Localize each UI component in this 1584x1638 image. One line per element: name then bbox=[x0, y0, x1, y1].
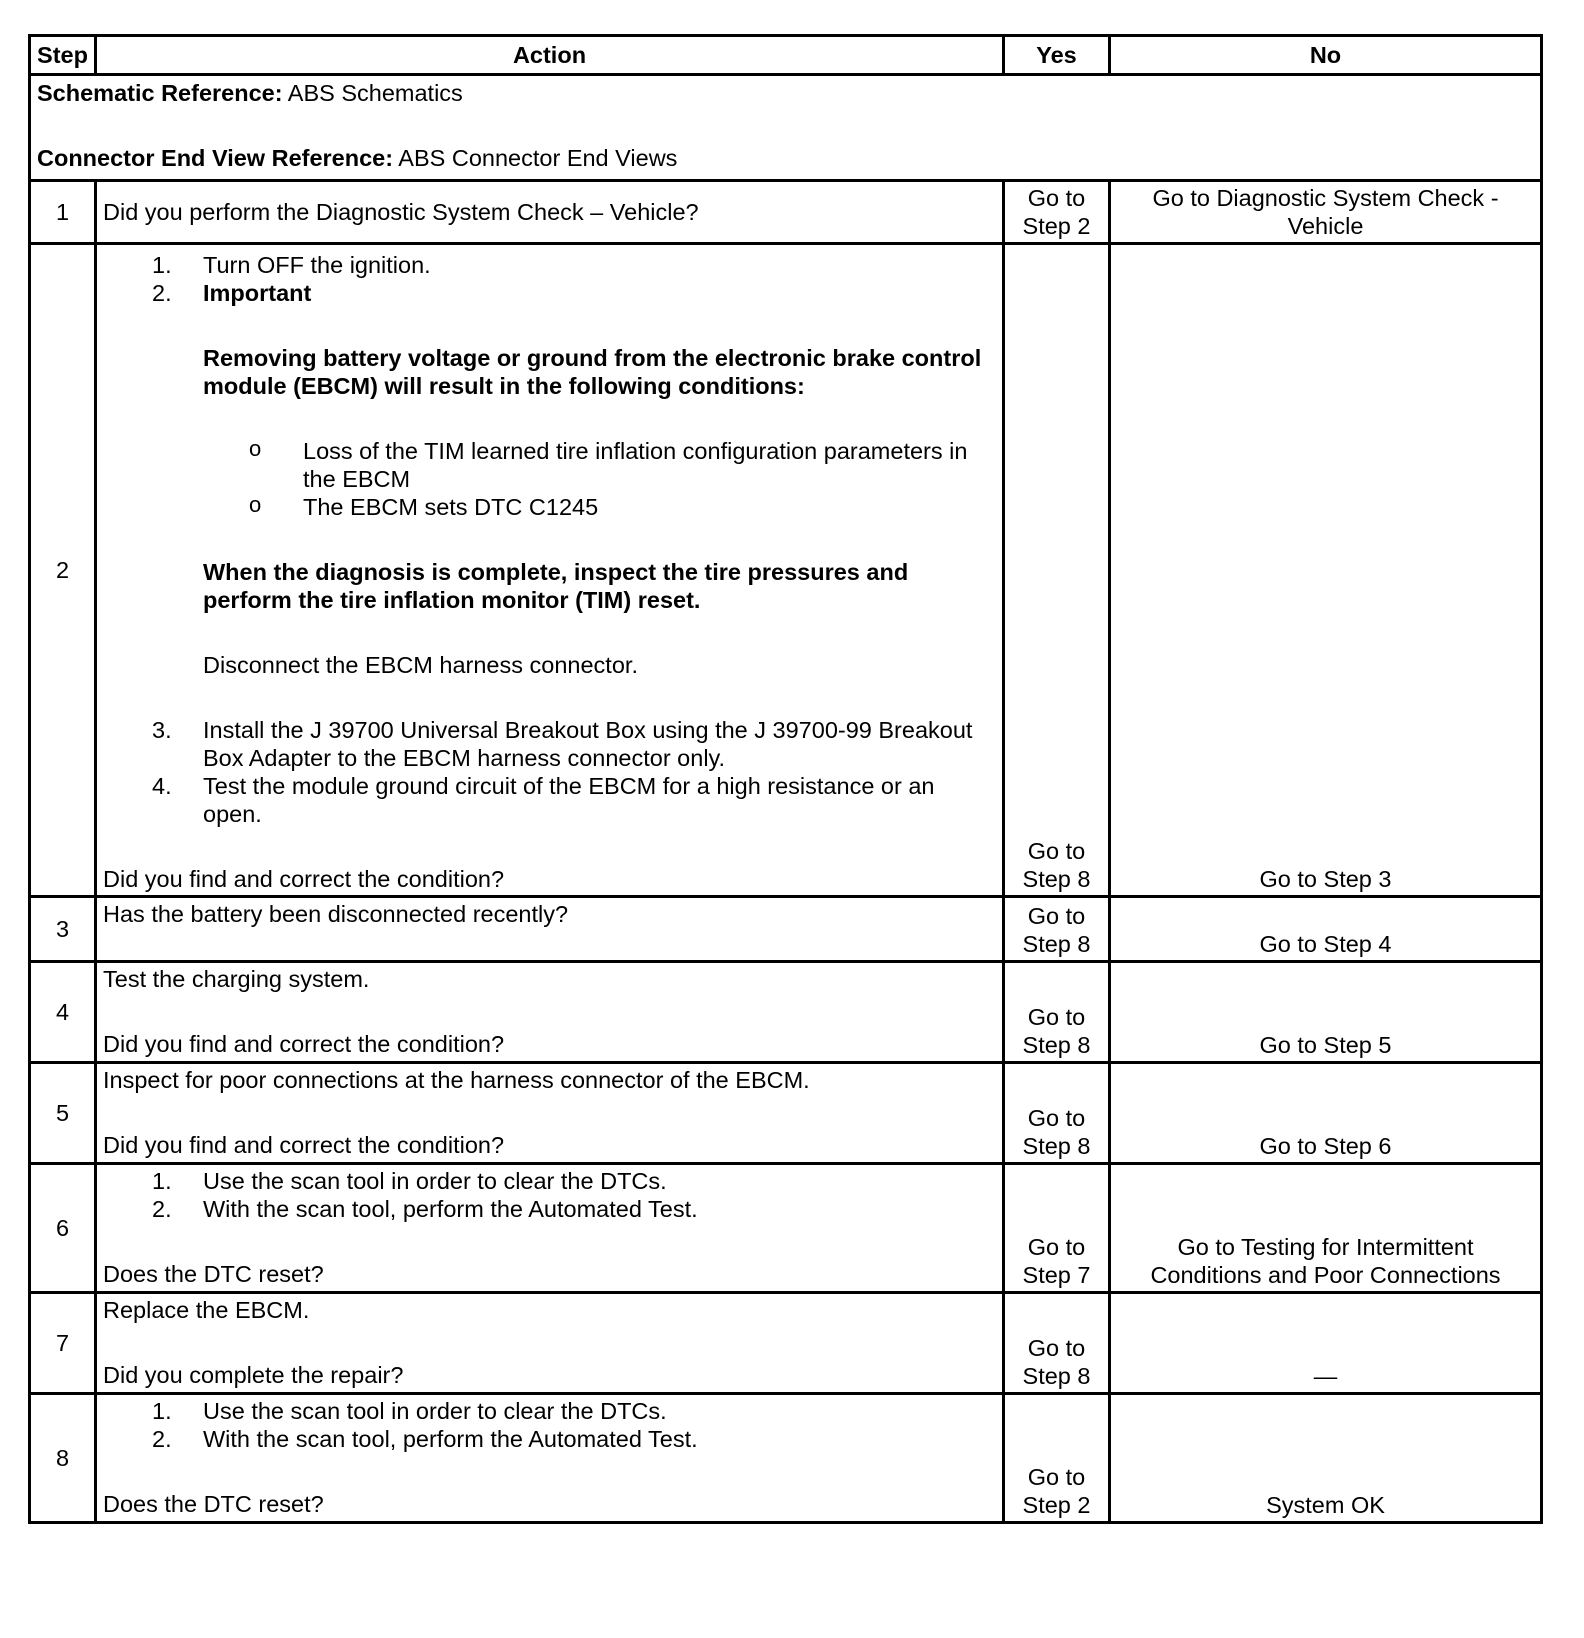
item-number: 2. bbox=[152, 1196, 172, 1222]
action-question: Did you find and correct the condition? bbox=[103, 1132, 505, 1158]
yes-link[interactable] bbox=[1023, 1105, 1091, 1159]
schematic-reference-link[interactable]: ABS Schematics bbox=[282, 80, 463, 106]
list-item bbox=[103, 716, 996, 772]
no-cell bbox=[1110, 244, 1542, 897]
no-link[interactable] bbox=[1266, 1492, 1385, 1518]
yes-cell bbox=[1004, 1164, 1110, 1293]
no-link[interactable] bbox=[1260, 1133, 1392, 1159]
table-row bbox=[30, 181, 1542, 244]
spacer bbox=[103, 1094, 996, 1131]
table-row bbox=[30, 244, 1542, 897]
action-cell bbox=[96, 1063, 1004, 1164]
schematic-reference bbox=[37, 79, 1534, 107]
yes-cell bbox=[1004, 897, 1110, 962]
header-step: Step bbox=[30, 36, 96, 75]
important-note: When the diagnosis is complete, inspect the tire pressures and perform the tire inflation monitor (TIM) reset. bbox=[203, 559, 909, 613]
header-no: No bbox=[1110, 36, 1542, 75]
list-item bbox=[103, 1195, 996, 1223]
yes-cell bbox=[1004, 962, 1110, 1063]
item-text: With the scan tool, perform the Automated Test. bbox=[203, 1196, 698, 1222]
action-question: Did you find and correct the condition? bbox=[103, 1031, 505, 1057]
yes-cell bbox=[1004, 1394, 1110, 1523]
step-number: 8 bbox=[30, 1394, 96, 1523]
header-row bbox=[30, 36, 1542, 75]
bullet-mark: o bbox=[249, 492, 262, 517]
list-item bbox=[103, 279, 996, 307]
action-cell bbox=[96, 244, 1004, 897]
yes-cell bbox=[1004, 181, 1110, 244]
bullet-text: Loss of the TIM learned tire inflation configuration parameters in the EBCM bbox=[303, 438, 968, 492]
yes-link[interactable] bbox=[1023, 185, 1091, 239]
action-question: Did you complete the repair? bbox=[103, 1362, 404, 1388]
bullet-text: The EBCM sets DTC C1245 bbox=[303, 494, 599, 520]
item-text: Use the scan tool in order to clear the DTCs. bbox=[203, 1398, 667, 1424]
reference-row bbox=[30, 75, 1542, 181]
step2-instruction: Disconnect the EBCM harness connector. bbox=[203, 652, 638, 678]
bullet-item bbox=[103, 437, 996, 493]
connector-reference-label: Connector End View Reference: bbox=[37, 145, 394, 171]
spacer bbox=[103, 400, 996, 437]
no-link[interactable] bbox=[1150, 1234, 1500, 1288]
list-item bbox=[103, 1397, 996, 1425]
spacer bbox=[103, 614, 996, 651]
step-number: 6 bbox=[30, 1164, 96, 1293]
connector-reference bbox=[37, 144, 1534, 172]
action-text: Replace the EBCM. bbox=[103, 1297, 310, 1323]
item-text: With the scan tool, perform the Automated Test. bbox=[203, 1426, 698, 1452]
item-number: 1. bbox=[152, 252, 172, 278]
action-text: Inspect for poor connections at the harness connector of the EBCM. bbox=[103, 1067, 810, 1093]
action-cell bbox=[96, 181, 1004, 244]
no-text: Go to Step 5 bbox=[1259, 1032, 1392, 1058]
list-item bbox=[103, 251, 996, 279]
no-cell bbox=[1110, 962, 1542, 1063]
no-link[interactable] bbox=[1152, 185, 1498, 239]
no-cell bbox=[1110, 1293, 1542, 1394]
table-row bbox=[30, 1394, 1542, 1523]
action-cell bbox=[96, 1164, 1004, 1293]
step-number: 2 bbox=[30, 244, 96, 897]
table-row bbox=[30, 962, 1542, 1063]
no-link[interactable] bbox=[1260, 866, 1392, 892]
no-text: Go to Testing for Intermittent Conditions and Poor Connections bbox=[1150, 1234, 1501, 1288]
item-number: 4. bbox=[152, 773, 172, 799]
no-link[interactable] bbox=[1260, 1032, 1392, 1058]
action-cell bbox=[96, 897, 1004, 962]
action-question: Did you perform the Diagnostic System Check – Vehicle? bbox=[103, 199, 699, 225]
spacer bbox=[103, 521, 996, 558]
yes-cell bbox=[1004, 1063, 1110, 1164]
action-question: Does the DTC reset? bbox=[103, 1491, 324, 1517]
yes-text: Go to Step 8 bbox=[1022, 1335, 1091, 1389]
spacer bbox=[103, 679, 996, 716]
yes-link[interactable] bbox=[1023, 1335, 1091, 1389]
step-number: 1 bbox=[30, 181, 96, 244]
list-item bbox=[103, 1425, 996, 1453]
no-link[interactable] bbox=[1260, 931, 1392, 957]
item-number: 3. bbox=[152, 717, 172, 743]
item-number: 2. bbox=[152, 1426, 172, 1452]
yes-link[interactable] bbox=[1023, 903, 1091, 957]
yes-link[interactable] bbox=[1023, 1004, 1091, 1058]
yes-text: Go to Step 2 bbox=[1022, 1464, 1091, 1518]
spacer bbox=[103, 1223, 996, 1260]
item-text: Use the scan tool in order to clear the DTCs. bbox=[203, 1168, 667, 1194]
yes-text: Go to Step 7 bbox=[1022, 1234, 1091, 1288]
reference-cell bbox=[30, 75, 1542, 181]
step-number: 4 bbox=[30, 962, 96, 1063]
item-number: 1. bbox=[152, 1168, 172, 1194]
yes-link[interactable] bbox=[1023, 1234, 1091, 1288]
spacer bbox=[103, 828, 996, 865]
spacer bbox=[103, 993, 996, 1030]
header-yes: Yes bbox=[1004, 36, 1110, 75]
no-cell bbox=[1110, 1394, 1542, 1523]
no-dash: — bbox=[1313, 1363, 1338, 1389]
no-cell bbox=[1110, 181, 1542, 244]
bullet-item bbox=[103, 493, 996, 521]
spacer bbox=[103, 1453, 996, 1490]
no-cell bbox=[1110, 897, 1542, 962]
diagnostic-table-document bbox=[28, 34, 1540, 1524]
header-action: Action bbox=[96, 36, 1004, 75]
action-question: Did you find and correct the condition? bbox=[103, 866, 505, 892]
bullet-mark: o bbox=[249, 436, 262, 461]
no-text: Go to Step 6 bbox=[1259, 1133, 1392, 1159]
list-item bbox=[103, 772, 996, 828]
item-text: Turn OFF the ignition. bbox=[203, 252, 431, 278]
no-cell bbox=[1110, 1063, 1542, 1164]
step-number: 5 bbox=[30, 1063, 96, 1164]
diagnostic-table bbox=[28, 34, 1543, 1524]
action-cell bbox=[96, 1394, 1004, 1523]
no-text: Go to Diagnostic System Check - Vehicle bbox=[1152, 185, 1499, 239]
action-text: Test the charging system. bbox=[103, 966, 370, 992]
table-row bbox=[30, 897, 1542, 962]
item-number: 1. bbox=[152, 1398, 172, 1424]
yes-link[interactable] bbox=[1023, 1464, 1091, 1518]
yes-text: Go to Step 8 bbox=[1022, 903, 1091, 957]
item-text: Test the module ground circuit of the EBCM for a high resistance or an open. bbox=[203, 773, 935, 827]
yes-cell bbox=[1004, 1293, 1110, 1394]
yes-text: Go to Step 8 bbox=[1022, 838, 1091, 892]
step-number: 3 bbox=[30, 897, 96, 962]
action-question: Has the battery been disconnected recently? bbox=[103, 901, 569, 927]
spacer bbox=[103, 307, 996, 344]
yes-text: Go to Step 2 bbox=[1022, 185, 1091, 239]
action-cell bbox=[96, 962, 1004, 1063]
yes-text: Go to Step 8 bbox=[1022, 1004, 1091, 1058]
no-text: Go to Step 4 bbox=[1259, 931, 1392, 957]
no-text: System OK bbox=[1266, 1492, 1385, 1518]
schematic-reference-label: Schematic Reference: bbox=[37, 80, 283, 106]
action-question: Does the DTC reset? bbox=[103, 1261, 324, 1287]
table-row bbox=[30, 1063, 1542, 1164]
table-row bbox=[30, 1164, 1542, 1293]
important-warning: Removing battery voltage or ground from the electronic brake control module (EBCM) will result in the following conditions: bbox=[203, 345, 982, 399]
important-heading: Important bbox=[203, 280, 312, 306]
yes-link[interactable] bbox=[1023, 838, 1091, 892]
spacer bbox=[103, 1324, 996, 1361]
no-text: Go to Step 3 bbox=[1259, 866, 1392, 892]
no-cell bbox=[1110, 1164, 1542, 1293]
table-row bbox=[30, 1293, 1542, 1394]
item-text: Install the J 39700 Universal Breakout Box using the J 39700-99 Breakout Box Adapter to the EBCM harness connector only. bbox=[203, 717, 973, 771]
connector-reference-link[interactable]: ABS Connector End Views bbox=[393, 145, 678, 171]
yes-text: Go to Step 8 bbox=[1022, 1105, 1091, 1159]
action-cell bbox=[96, 1293, 1004, 1394]
item-number: 2. bbox=[152, 280, 172, 306]
step-number: 7 bbox=[30, 1293, 96, 1394]
yes-cell bbox=[1004, 244, 1110, 897]
list-item bbox=[103, 1167, 996, 1195]
